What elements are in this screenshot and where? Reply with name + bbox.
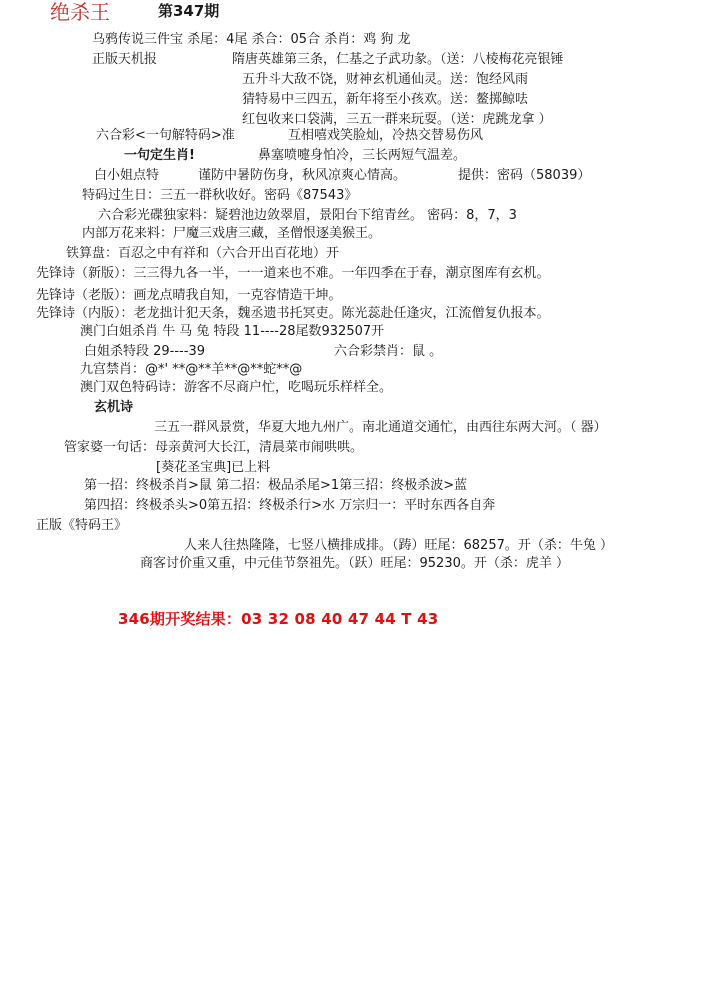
text-line: 澳门白姐杀肖 牛 马 兔 特段 11----28尾数932507开 <box>80 324 385 339</box>
text-line: 人来人往热隆隆，七竖八横排成排。（踌）旺尾：68257。开（杀：牛兔 ） <box>184 538 613 553</box>
text-line: 白小姐点特 <box>94 168 160 183</box>
text-line: 猜特易中三四五，新年将至小孩欢。送：鳌掷鲸呿 <box>242 92 529 107</box>
text-line: 铁算盘：百忍之中有祥和（六合开出百花地）开 <box>66 246 340 261</box>
text-line: [葵花圣宝典]已上料 <box>156 460 271 475</box>
text-line: 特码过生日：三五一群秋收好。密码《87543》 <box>82 188 358 203</box>
text-line: 内部万花来料：尸魔三戏唐三藏，圣僧恨逐美猴王。 <box>82 226 382 241</box>
text-line: 红包收来口袋满，三五一群来玩耍。（送：虎跳龙拿 ） <box>242 112 552 127</box>
text-line: 六合彩光碟独家料：疑碧池边敛翠眉，景阳台下绾青丝。 密码：8，7，3 <box>98 208 517 223</box>
text-line: 互相嘻戏笑脸灿，冷热交替易伤风 <box>288 128 484 143</box>
text-line: 正版天机报 <box>92 52 158 67</box>
text-line: 五升斗大敌不饶，财神玄机通仙灵。送：饱经风雨 <box>242 72 529 87</box>
text-line: 先锋诗（老版）：画龙点晴我自知，一克容情造干坤。 <box>36 288 342 303</box>
text-line: 谨防中暑防伤身，秋风凉爽心情高。 <box>198 168 407 183</box>
text-line: 鼻塞喷嚏身怕冷，三长两短气温差。 <box>258 148 467 163</box>
text-line: 一句定生肖! <box>124 148 195 163</box>
text-line: 先锋诗（新版）：三三得九各一半，一一道来也不难。一年四季在于春，潮京图库有玄机。 <box>36 266 550 281</box>
text-line: 第四招：终极杀头>0第五招：终极杀行>水 万宗归一：平时东西各自奔 <box>84 498 496 513</box>
text-line: 澳门双色特码诗：游客不尽商户忙，吃喝玩乐样样全。 <box>80 380 393 395</box>
text-line: 管家婆一句话：母亲黄河大长江，清晨菜市闹哄哄。 <box>64 440 364 455</box>
text-line: 玄机诗 <box>94 400 134 415</box>
text-line: 六合彩禁肖：鼠 。 <box>334 344 443 359</box>
text-line: 商客讨价重又重，中元佳节祭祖先。（跃）旺尾：95230。开（杀：虎羊 ） <box>140 556 569 571</box>
text-line: 正版《特码王》 <box>36 518 128 533</box>
brand-title: 绝杀王 <box>50 0 110 24</box>
text-line: 三五一群风景赏，华夏大地九州广。南北通道交通忙，由西往东两大河。（ 器） <box>154 420 607 435</box>
text-line: 先锋诗（内版）：老龙拙计犯天条，魏丞遗书托冥吏。陈光蕊赴任逢灾，江流僧复仇报本。 <box>36 306 550 321</box>
text-line: 隋唐英雄第三条，仁基之子武功彖。（送：八棱梅花亮银锤 <box>232 52 564 67</box>
issue-number: 第347期 <box>158 2 220 20</box>
text-line: 提供：密码（58039） <box>458 168 591 183</box>
text-line: 白姐杀特段 29----39 <box>84 344 205 359</box>
text-line: 第一招：终极杀肖>鼠 第二招：极品杀尾>1第三招：终极杀波>蓝 <box>84 478 468 493</box>
text-line: 六合彩<一句解特码>准 <box>96 128 235 143</box>
text-line: 乌鸦传说三件宝 杀尾：4尾 杀合：05合 杀肖：鸡 狗 龙 <box>92 32 411 47</box>
draw-result: 346期开奖结果：03 32 08 40 47 44 T 43 <box>118 610 439 628</box>
text-line: 九宫禁肖：@*' **@**羊**@**蛇**@ <box>80 362 303 377</box>
